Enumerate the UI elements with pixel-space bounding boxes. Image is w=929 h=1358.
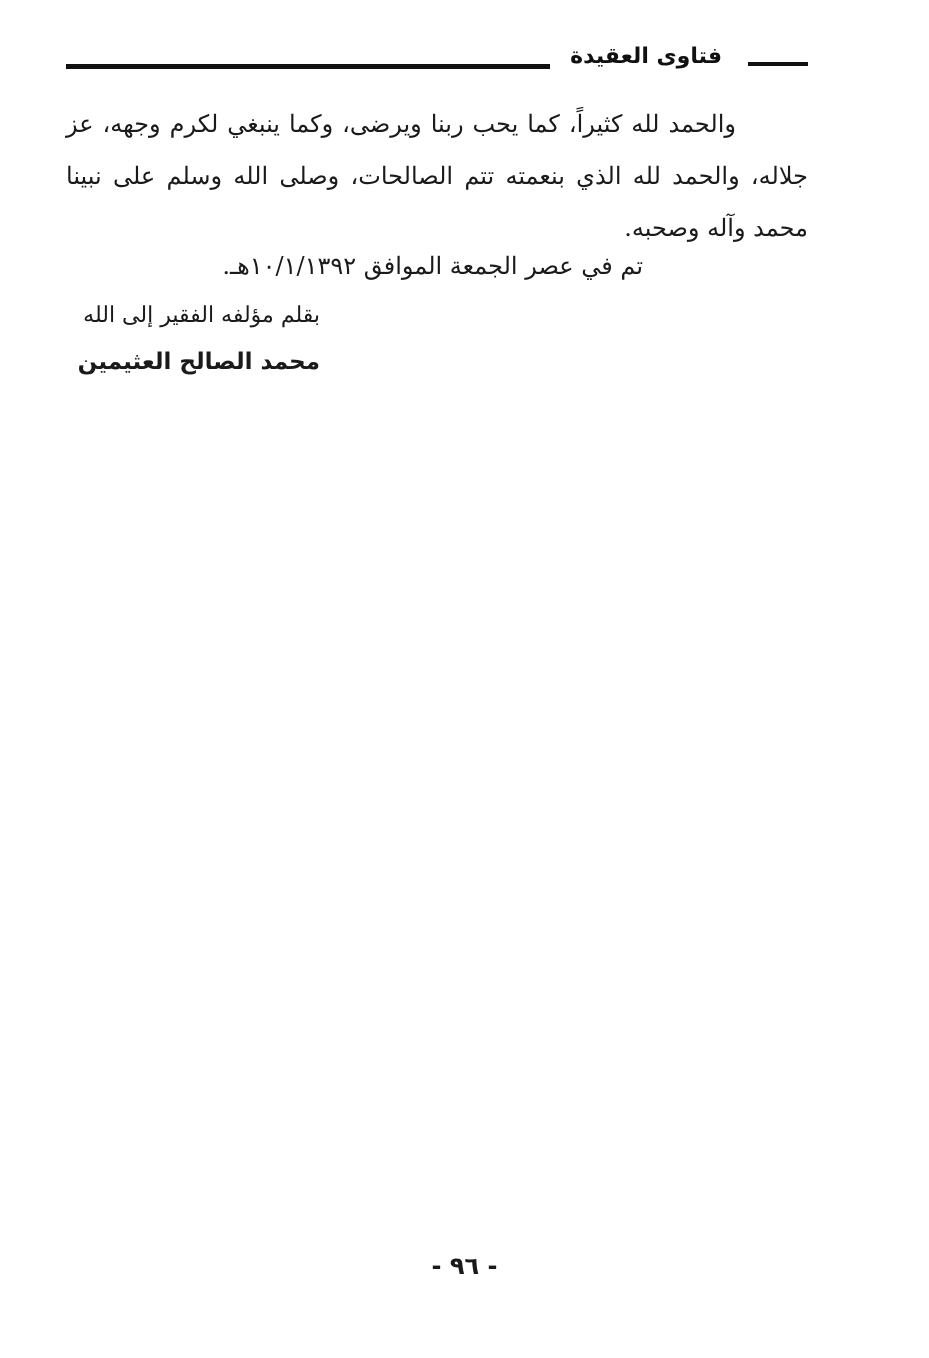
header-rule-short	[748, 62, 808, 66]
header-rule-long	[66, 64, 550, 69]
author-name: محمد الصالح العثيمين	[77, 349, 320, 375]
header-title: فتاوى العقيدة	[570, 44, 722, 69]
body-text	[66, 98, 808, 254]
closing-paragraph: والحمد لله كثيراً، كما يحب ربنا ويرضى، وكما ينبغي لكرم وجهه، عز جلاله، والحمد لله الذي بنعمته تتم الصالحات، وصلى الله وسلم على نبينا محمد وآله وصحبه.	[66, 110, 808, 242]
date-line: تم في عصر الجمعة الموافق ١٠/١/١٣٩٢هـ.	[222, 252, 643, 280]
running-header	[66, 40, 808, 80]
signature-line: بقلم مؤلفه الفقير إلى الله	[83, 303, 320, 328]
page-number: - ٩٦ -	[431, 1252, 498, 1280]
